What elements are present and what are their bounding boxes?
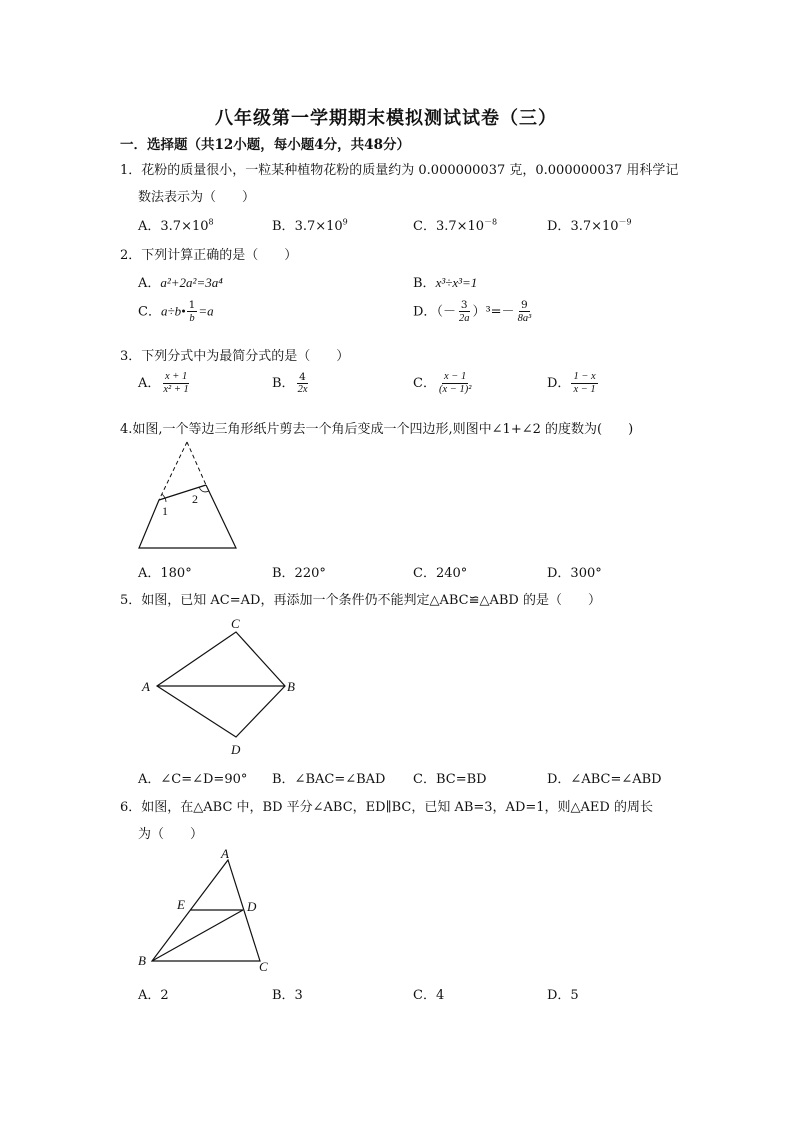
q5-label-a: A: [142, 679, 150, 694]
q4-option-c: C．240°: [413, 566, 468, 581]
q4-quadrilateral: [139, 485, 236, 548]
q3-stem: 3．下列分式中为最简分式的是（ ）: [120, 349, 350, 364]
q3-a-fraction: $\frac{x + 1}{\text{x² + 1}}$: [163, 371, 189, 395]
q6-figure: [130, 843, 280, 978]
q2-d-fraction-1: $\frac{3}{2a}$: [458, 299, 470, 324]
q3-option-c: C． $\frac{x - 1}{\text{(x − 1)²}}$: [413, 371, 472, 395]
q5-figure: [135, 612, 310, 762]
q1-option-b: B．$3.7\times 10^9$: [272, 217, 348, 234]
q1-option-d: D．$3.7\times 10^{-9}$: [547, 217, 632, 234]
q4-label-2: 2: [192, 492, 198, 506]
q3-option-b: B． $\frac{4}{2x}$: [272, 371, 308, 395]
q4-dashed-left-edge: [159, 442, 187, 500]
q6-label-c: C: [259, 959, 268, 974]
q2-option-b: B．x³÷x³=1: [413, 275, 478, 291]
q5-label-b: B: [287, 679, 295, 694]
q4-option-b: B．220°: [272, 566, 326, 581]
q3-c-fraction: $\frac{x - 1}{\text{(x − 1)²}}$: [438, 371, 472, 395]
q5-option-d: D．∠ABC=∠ABD: [547, 772, 662, 787]
q3-d-fraction: $\frac{1 - x}{x - 1}$: [573, 371, 596, 395]
q6-option-d: D．5: [547, 988, 579, 1003]
q3-b-fraction: $\frac{4}{2x}$: [297, 371, 308, 395]
q6-option-b: B．3: [272, 988, 303, 1003]
q2-option-a: A．a²+2a²=3a⁴: [138, 275, 223, 291]
q6-label-d: D: [247, 899, 257, 914]
q5-option-a: A．∠C=∠D=90°: [138, 772, 248, 787]
q4-option-a: A．180°: [138, 566, 192, 581]
q1-stem-line2: 数法表示为（ ）: [138, 190, 256, 205]
q4-figure: [130, 440, 250, 555]
q2-c-fraction: $\frac{1}{b}$: [188, 299, 196, 324]
page-title: 八年级第一学期期末模拟测试试卷（三）: [215, 108, 557, 129]
q2-stem: 2．下列计算正确的是（ ）: [120, 248, 298, 263]
q5-label-c: C: [231, 616, 240, 631]
q6-segment-bd: [152, 910, 243, 961]
q1-option-a: A．$3.7\times 10^8$: [138, 217, 214, 234]
q6-label-b: B: [138, 953, 146, 968]
q2-option-d: D．（－ $\frac{3}{2a}$ ）³=－ $\frac{9}{\text{8a³}}$: [413, 299, 532, 324]
q5-option-c: C．BC=BD: [413, 772, 487, 787]
q2-d-fraction-2: $\frac{9}{\text{8a³}}$: [517, 299, 532, 324]
q5-label-d: D: [231, 742, 241, 757]
q4-stem: 4.如图,一个等边三角形纸片剪去一个角后变成一个四边形,则图中∠1+∠2 的度数为( ): [120, 422, 634, 437]
q6-option-a: A．2: [138, 988, 169, 1003]
q4-dashed-right-edge: [187, 442, 206, 485]
q3-option-d: D． $\frac{1 - x}{x - 1}$: [547, 371, 596, 395]
q2-option-c: C．a÷b• $\frac{1}{b}$ =a: [138, 299, 214, 324]
q4-label-1: 1: [162, 504, 168, 518]
q6-stem-line2: 为（ ）: [138, 827, 204, 842]
section-heading: 一．选择题（共12小题，每小题4分，共48分）: [120, 137, 410, 153]
q6-stem-line1: 6．如图，在△ABC 中，BD 平分∠ABC，ED∥BC，已知 AB=3，AD=1，则△AED 的周长: [120, 800, 653, 815]
q1-stem-line1: 1．花粉的质量很小，一粒某种植物花粉的质量约为 0.000000037 克，0.000000037 用科学记: [120, 163, 679, 178]
q5-option-b: B．∠BAC=∠BAD: [272, 772, 386, 787]
q4-option-d: D．300°: [547, 566, 602, 581]
q3-option-a: A． $\frac{x + 1}{\text{x² + 1}}$: [138, 371, 189, 395]
q6-label-e: E: [177, 897, 185, 912]
q1-option-c: C．$3.7\times 10^{-8}$: [413, 217, 498, 234]
q5-stem: 5．如图，已知 AC=AD，再添加一个条件仍不能判定△ABC≌△ABD 的是（ ）: [120, 593, 601, 608]
q6-label-a: A: [221, 846, 229, 861]
q5-quadrilateral: [157, 632, 285, 737]
q6-option-c: C．4: [413, 988, 445, 1003]
